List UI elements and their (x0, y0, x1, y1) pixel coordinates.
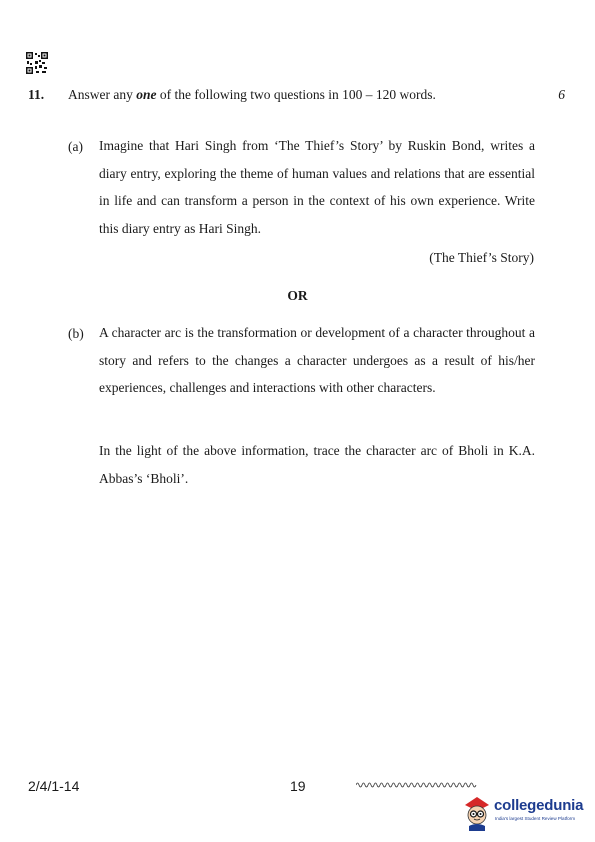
option-a-label: (a) (68, 139, 83, 154)
option-a-source: (The Thief’s Story) (429, 250, 534, 265)
option-a-text: Imagine that Hari Singh from ‘The Thief’s Story’ by Ruskin Bond, writes a diary entry, exploring the theme of human values and relations that are essential in life and can transform a person in the context of his own experience. Write this diary entry as Hari Singh. (99, 138, 535, 236)
option-b-text-1: A character arc is the transformation or development of a character throughout a story and refers to the changes a character undergoes as a result of his/her experiences, challenges and interactions with other characters. (99, 325, 535, 395)
mascot-icon (462, 793, 492, 831)
qr-code-icon (26, 52, 48, 74)
question-instruction: Answer any one of the following two questions in 100 – 120 words. (68, 87, 436, 102)
brand-name: collegedunia (494, 797, 584, 814)
question-number: 11. (28, 87, 45, 102)
option-b-label: (b) (68, 326, 84, 341)
question-marks: 6 (558, 87, 565, 102)
page-number: 19 (290, 778, 306, 794)
brand-tagline: India's largest Student Review Platform (495, 816, 576, 821)
paper-code: 2/4/1-14 (28, 778, 80, 794)
wavy-line-icon (356, 780, 478, 790)
emphasis-one: one (136, 87, 157, 102)
or-separator: OR (287, 288, 308, 303)
option-b-text-2: In the light of the above information, trace the character arc of Bholi in K.A. Abbas’s ‘Bholi’. (99, 443, 535, 486)
collegedunia-logo (462, 793, 590, 833)
